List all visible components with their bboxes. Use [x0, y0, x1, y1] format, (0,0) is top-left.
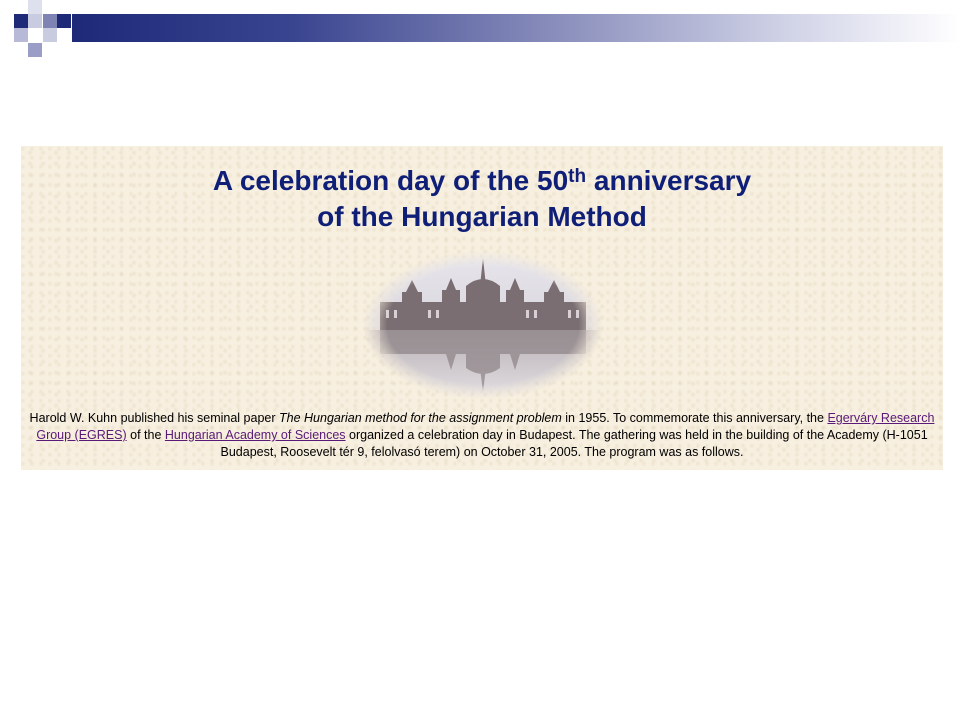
slide-decor-square — [43, 14, 57, 28]
slide-decor-square — [14, 0, 28, 14]
paper-title: The Hungarian method for the assignment problem — [279, 411, 562, 425]
slide-header-bar — [72, 14, 960, 42]
paragraph-text: in 1955. To commemorate this anniversary, the — [561, 411, 828, 425]
paragraph-text: Harold W. Kuhn published his seminal paper — [29, 411, 279, 425]
intro-paragraph — [27, 410, 937, 461]
page-title-line-2: of the Hungarian Method — [317, 201, 647, 232]
hungarian-academy-link[interactable]: Hungarian Academy of Sciences — [164, 428, 346, 442]
page-title-line-1 — [21, 164, 943, 198]
egres-link[interactable]: Egerváry Research Group (EGRES) — [36, 411, 935, 442]
slide-decor-square — [0, 0, 14, 14]
slide-decor-square — [28, 28, 42, 42]
slide-decor-square — [28, 14, 42, 28]
paragraph-text: of the — [126, 428, 165, 442]
webpage-screenshot — [21, 146, 943, 470]
title-text-after: anniversary — [586, 165, 752, 196]
slide-decor-square — [57, 14, 71, 28]
slide-decor-square — [28, 0, 42, 14]
paragraph-text: organized a celebration day in Budapest. The gathering was held in the building of the Academy (H-1051 Budapest, Roosevelt tér 9, felolvasó terem) on October 31, 2005. The program was as follows. — [220, 428, 928, 459]
parliament-reflection-photo — [362, 250, 604, 400]
title-text: A celebration day of the 50 — [212, 165, 569, 196]
slide-decor-square — [43, 28, 57, 42]
slide-decor-square — [14, 28, 28, 42]
slide-decor-square — [28, 43, 42, 57]
slide-decor-square — [14, 14, 28, 28]
slide-decor-square — [43, 0, 57, 14]
title-superscript: th — [568, 166, 587, 187]
